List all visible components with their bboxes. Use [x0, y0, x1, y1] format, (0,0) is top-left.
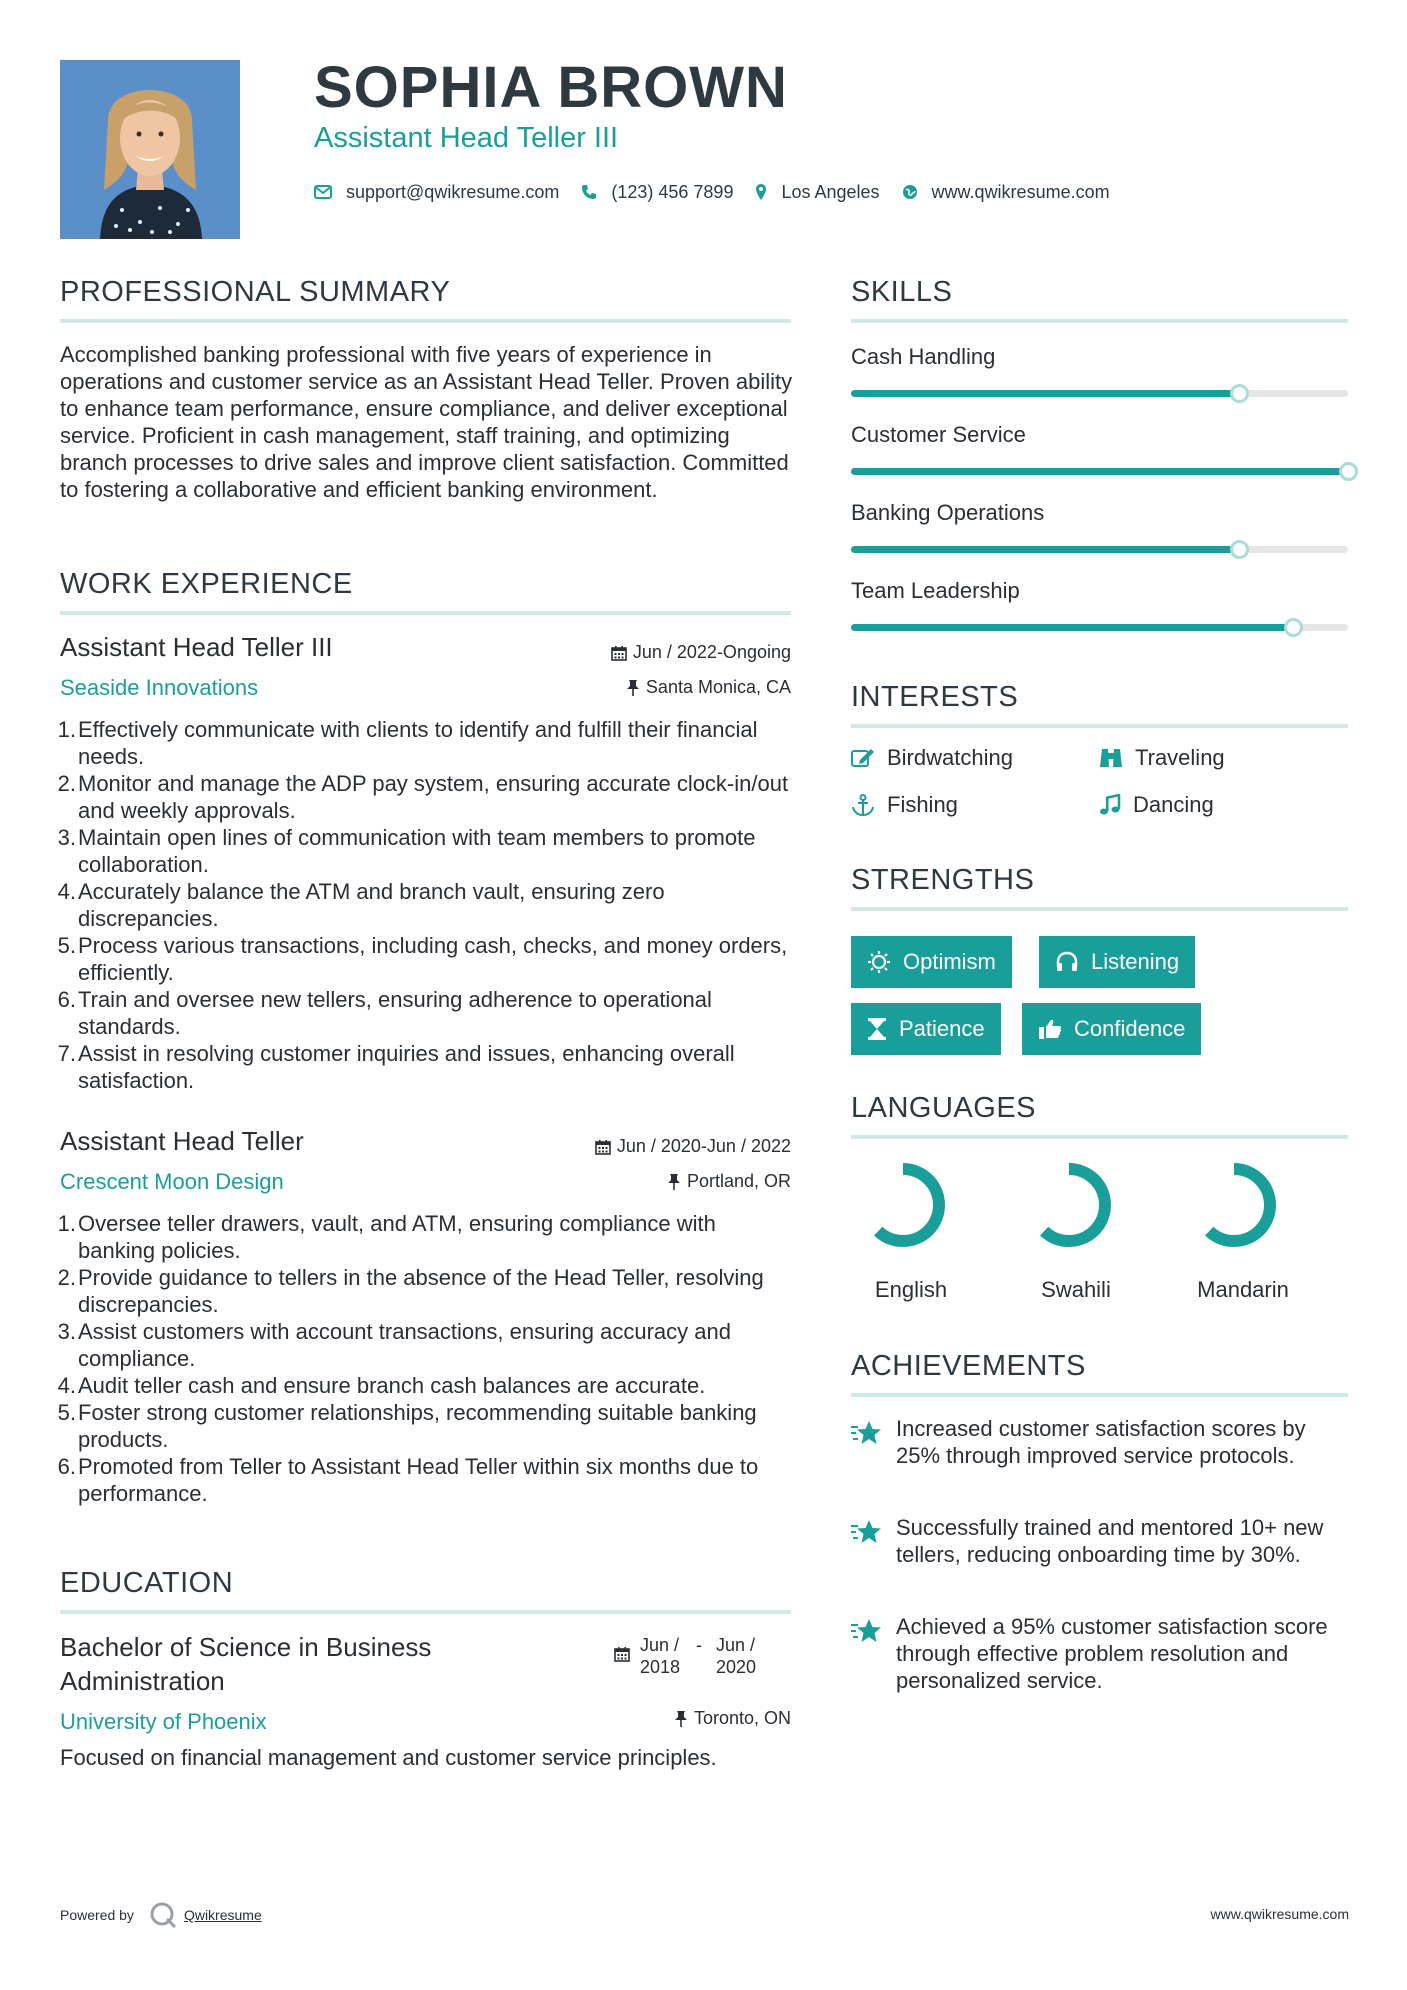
calendar-icon — [611, 645, 627, 661]
language-label: English — [874, 1277, 948, 1302]
education-location-text: Toronto, ON — [693, 1708, 791, 1728]
strengths-heading: STRENGTHS — [851, 864, 1035, 896]
globe-icon — [902, 184, 918, 200]
list-item: 2. Monitor and manage the ADP pay system, ensuring accurate clock-in/out and weekly approvals. — [57, 771, 789, 823]
job-1-company: Seaside Innovations — [60, 675, 259, 700]
strength-chip: Confidence — [1022, 1003, 1201, 1055]
job-1-dates — [611, 642, 791, 663]
language-ring — [858, 1160, 948, 1250]
powered-by-text: Powered by — [60, 1907, 134, 1923]
skill-label: Customer Service — [851, 422, 1026, 447]
education-start-month: Jun / — [640, 1635, 680, 1655]
list-item: 6. Promoted from Teller to Assistant Head Teller within six months due to performance. — [57, 1454, 759, 1506]
pushpin-icon — [626, 679, 640, 697]
language-label: Mandarin — [1197, 1277, 1289, 1302]
star-icon — [850, 1617, 882, 1645]
calendar-icon — [595, 1139, 611, 1155]
strength-chip: Optimism — [851, 936, 1012, 988]
list-item: 2. Provide guidance to tellers in the absence of the Head Teller, resolving discrepancies. — [57, 1265, 764, 1317]
education-school: University of Phoenix — [60, 1709, 267, 1734]
job-1-location — [626, 677, 791, 698]
job-2-dates-text: Jun / 2020-Jun / 2022 — [616, 1136, 791, 1156]
contact-bar — [314, 180, 1132, 204]
skill-bar-knob — [1339, 462, 1358, 481]
list-item: 5. Process various transactions, including cash, checks, and money orders, efficiently. — [57, 933, 788, 985]
job-1-location-text: Santa Monica, CA — [645, 677, 791, 697]
contact-website-text: www.qwikresume.com — [931, 181, 1110, 202]
skill-bar-knob — [1284, 618, 1303, 637]
job-2-company: Crescent Moon Design — [60, 1169, 284, 1194]
interest-item: Traveling — [1099, 745, 1225, 771]
star-icon — [850, 1518, 882, 1546]
summary-text: Accomplished banking professional with five years of experience in operations and customer service as an Assistant Head Teller. Proven ability to enhance team performance, ensure compliance, and deliver exceptional service. Proficient in cash management, staff training, and optimizing branch processes to drive sales and improve client satisfaction. Committed to fostering a collaborative and efficient banking environment. — [60, 342, 793, 502]
achievement-item: Successfully trained and mentored 10+ new tellers, reducing onboarding time by 30%. — [896, 1515, 1324, 1567]
footer-powered-by — [60, 1900, 262, 1930]
list-item: 1. Effectively communicate with clients to identify and fulfill their financial needs. — [57, 717, 758, 769]
skill-bar — [851, 546, 1348, 553]
education-description: Focused on financial management and customer service principles. — [60, 1745, 717, 1770]
contact-email-text: support@qwikresume.com — [346, 181, 560, 202]
skill-bar-knob — [1230, 384, 1249, 403]
qwikresume-link[interactable]: Qwikresume — [183, 1907, 262, 1923]
skill-label: Banking Operations — [851, 500, 1045, 525]
education-degree-line2: Administration — [60, 1666, 225, 1696]
summary-rule — [60, 319, 791, 323]
skills-heading: SKILLS — [851, 276, 953, 308]
phone-icon — [581, 184, 597, 200]
job-2-bullets — [57, 1210, 795, 1507]
list-item: 3. Assist customers with account transactions, ensuring accuracy and compliance. — [57, 1319, 731, 1371]
calendar-icon — [614, 1646, 630, 1662]
binoculars-icon — [1099, 747, 1123, 769]
map-pin-icon — [755, 183, 767, 201]
skill-bar-fill — [851, 468, 1348, 475]
interest-item: Dancing — [1099, 792, 1214, 818]
sun-icon — [867, 950, 891, 974]
job-1-dates-text: Jun / 2022-Ongoing — [632, 642, 791, 662]
job-1-bullets — [57, 716, 795, 1094]
languages-rule — [851, 1135, 1348, 1139]
envelope-icon — [314, 185, 332, 199]
interest-item: Fishing — [851, 792, 958, 818]
strengths-rule — [851, 907, 1348, 911]
thumbs-up-icon — [1038, 1018, 1062, 1040]
hourglass-icon — [867, 1017, 887, 1041]
education-heading: EDUCATION — [60, 1567, 234, 1599]
skill-bar-fill — [851, 624, 1293, 631]
achievement-item: Achieved a 95% customer satisfaction score through effective problem resolution and personalized service. — [896, 1614, 1328, 1693]
language-ring — [1024, 1160, 1114, 1250]
education-degree — [60, 1632, 431, 1697]
job-2-dates — [595, 1136, 791, 1157]
list-item: 3. Maintain open lines of communication with team members to promote collaboration. — [57, 825, 756, 877]
profile-photo — [60, 60, 240, 239]
summary-heading: PROFESSIONAL SUMMARY — [60, 276, 451, 308]
job-2-location-text: Portland, OR — [686, 1171, 791, 1191]
candidate-name: SOPHIA BROWN — [314, 55, 788, 120]
contact-email[interactable] — [314, 182, 559, 203]
interest-item: Birdwatching — [851, 745, 1013, 771]
interests-heading: INTERESTS — [851, 681, 1019, 713]
job-1-title: Assistant Head Teller III — [60, 632, 333, 662]
skill-bar — [851, 468, 1348, 475]
qwikresume-logo-icon — [148, 1900, 178, 1930]
skill-bar-fill — [851, 546, 1239, 553]
list-item: 5. Foster strong customer relationships, recommending suitable banking products. — [57, 1400, 757, 1452]
headphones-icon — [1055, 950, 1079, 974]
job-2-title: Assistant Head Teller — [60, 1126, 304, 1156]
education-end-month: Jun / — [716, 1635, 756, 1655]
edit-icon — [851, 748, 875, 768]
pushpin-icon — [674, 1710, 688, 1728]
education-end-year: 2020 — [716, 1657, 757, 1677]
list-item: 6. Train and oversee new tellers, ensuring adherence to operational standards. — [57, 987, 712, 1039]
education-location — [674, 1708, 791, 1729]
pushpin-icon — [667, 1173, 681, 1191]
list-item: 4. Audit teller cash and ensure branch cash balances are accurate. — [57, 1373, 706, 1398]
contact-website[interactable] — [902, 182, 1110, 203]
skills-rule — [851, 319, 1348, 323]
interests-rule — [851, 724, 1348, 728]
skill-bar — [851, 624, 1348, 631]
achievements-heading: ACHIEVEMENTS — [851, 1350, 1086, 1382]
skill-bar-knob — [1230, 540, 1249, 559]
experience-rule — [60, 611, 791, 615]
skill-bar — [851, 390, 1348, 397]
education-degree-line1: Bachelor of Science in Business — [60, 1632, 432, 1662]
contact-location-text: Los Angeles — [781, 181, 880, 202]
list-item: 7. Assist in resolving customer inquiries and issues, enhancing overall satisfaction. — [57, 1041, 735, 1093]
achievements-rule — [851, 1393, 1348, 1397]
candidate-title: Assistant Head Teller III — [314, 122, 619, 154]
music-note-icon — [1099, 794, 1121, 816]
skill-label: Cash Handling — [851, 344, 996, 369]
language-label: Swahili — [1041, 1277, 1111, 1302]
contact-phone[interactable] — [581, 182, 733, 203]
language-ring — [1189, 1160, 1279, 1250]
languages-heading: LANGUAGES — [851, 1092, 1036, 1124]
contact-location — [755, 182, 879, 203]
skill-label: Team Leadership — [851, 578, 1020, 603]
contact-phone-text: (123) 456 7899 — [611, 181, 734, 202]
anchor-icon — [851, 794, 875, 816]
education-start-year: 2018 — [640, 1657, 681, 1677]
footer-website[interactable]: www.qwikresume.com — [1210, 1906, 1349, 1922]
achievement-item: Increased customer satisfaction scores by 25% through improved service protocols. — [896, 1416, 1306, 1468]
job-2-location — [667, 1171, 791, 1192]
strength-chip: Patience — [851, 1003, 1001, 1055]
list-item: 4. Accurately balance the ATM and branch vault, ensuring zero discrepancies. — [57, 879, 665, 931]
star-icon — [850, 1419, 882, 1447]
resume-page: SOPHIA BROWN Assistant Head Teller III support@qwikresume.com (123) 456 7899 Los Angeles www.qwikresume.com PROFESSIONAL SUMMARY Accomplished banking professional with five years of experience in operations and customer service as an Assistant Head Teller. Proven ability to enhance team performance, ensure compliance, and deliver exceptional service. Proficient in cash management, staff training, and optimizing branch processes to drive sales and improve client satisfaction. Committed to fostering a collaborative and efficient banking environment. WORK EXPERIENCE Assistant Head Teller III Jun / 2022-Ongoing Seaside Innovations Santa Monica, CA 1. Effectively communicate with clients to identify and fulfill their financial needs. 2. Monitor and manage the ADP pay system, ensuring accurate clock-in/out and weekly approvals. 3. Maintain open lines of communication with team members to promote collaboration. 4. Accurately balance the ATM and branch vault, ensuring zero discrepancies. 5. Process various transactions, including cash, checks, and money orders, efficiently. 6. Train and oversee new tellers, ensuring adherence to operational standards. 7. Assist in resolving customer inquiries and issues, enhancing overall satisfaction. Assistant Head Teller Jun / 2020-Jun / 2022 Crescent Moon Design Portland, OR 1. Oversee teller drawers, vault, and ATM, ensuring compliance with banking policies. 2. Provide guidance to tellers in the absence of the Head Teller, resolving discrepancies. 3. Assist customers with account transactions, ensuring accuracy and compliance. 4. Audit teller cash and ensure branch cash balances are accurate. 5. Foster strong customer relationships, recommending suitable banking products. 6. Promoted from Teller to Assistant Head Teller within six months due to performance. EDUCATION Bachelor of Science in Business Administration Jun / 2018 - Jun / 2020 University of Phoenix Toronto, ON Focused on financial management and customer service principles. SKILLS Cash Handling Customer Service Banking Operations Team Leadership INTERESTS Birdwatching Traveling Fishing Dancing STRENGTHS Optimism Listening Patience Confidence LANGUAGES English Swahili Mandarin ACHIEVEMENTS Increased customer satisfaction scores by 25% through improved service protocols. Successfully trained and mentored 10+ new tellers, reducing onboarding time by 30%. Achieved a 95% customer satisfaction score through effective problem resolution and personalized service. Powered by Qwikresume www.qwikresume.com — [0, 0, 1407, 1990]
education-rule — [60, 1610, 791, 1614]
skill-bar-fill — [851, 390, 1239, 397]
list-item: 1. Oversee teller drawers, vault, and ATM, ensuring compliance with banking policies. — [57, 1211, 716, 1263]
experience-heading: WORK EXPERIENCE — [60, 568, 353, 600]
strength-chip: Listening — [1039, 936, 1195, 988]
